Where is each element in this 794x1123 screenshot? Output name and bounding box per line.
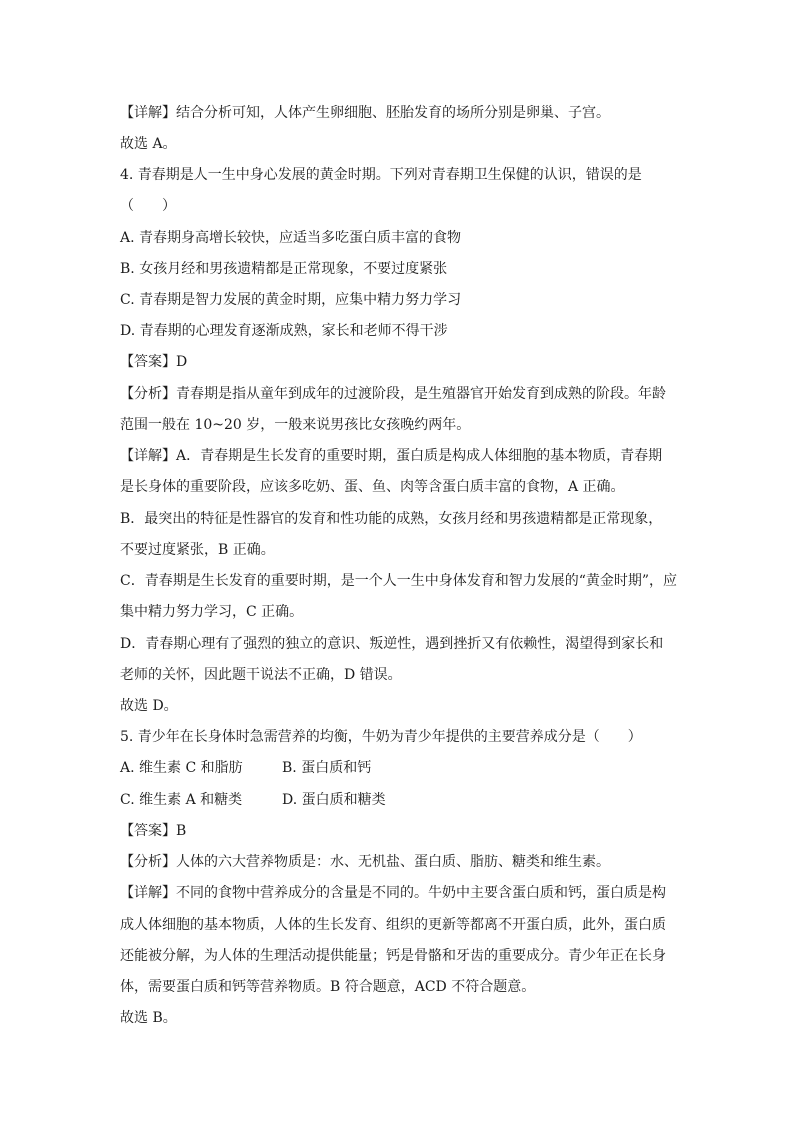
question-4-detail-a-cont: 是长身体的重要阶段，应该多吃奶、蛋、鱼、肉等含蛋白质丰富的食物，A 正确。 bbox=[120, 479, 625, 495]
question-5-detail-cont-3: 体，需要蛋白质和钙等营养物质。B 符合题意，ACD 不符合题意。 bbox=[120, 979, 536, 995]
question-5-detail-cont-2: 还能被分解，为人体的生理活动提供能量；钙是骨骼和牙齿的重要成分。青少年正在长身 bbox=[120, 948, 666, 964]
question-5-final-choice: 故选 B。 bbox=[120, 1010, 177, 1026]
question-4-option-b: B. 女孩月经和男孩遗精都是正常现象，不要过度紧张 bbox=[120, 261, 448, 277]
question-4-detail-d: D．青春期心理有了强烈的独立的意识、叛逆性，遇到挫折又有依赖性，渴望得到家长和 bbox=[120, 636, 664, 652]
question-5-option-b: B. 蛋白质和钙 bbox=[282, 760, 372, 776]
question-4-final-choice: 故选 D。 bbox=[120, 698, 178, 714]
question-4-option-c: C. 青春期是智力发展的黄金时期，应集中精力努力学习 bbox=[120, 292, 462, 308]
question-4-detail-a: 【详解】A．青春期是生长发育的重要时期，蛋白质是构成人体细胞的基本物质，青春期 bbox=[120, 448, 663, 464]
explanation-line: 【详解】结合分析可知，人体产生卵细胞、胚胎发育的场所分别是卵巢、子宫。 bbox=[120, 105, 610, 121]
question-5-analysis: 【分析】人体的六大营养物质是：水、无机盐、蛋白质、脂肪、糖类和维生素。 bbox=[120, 854, 610, 870]
question-5-option-c: C. 维生素 A 和糖类 bbox=[120, 792, 243, 808]
question-5-detail-cont-1: 成人体细胞的基本物质，人体的生长发育、组织的更新等都离不开蛋白质，此外，蛋白质 bbox=[120, 917, 666, 933]
question-4-answer: 【答案】D bbox=[120, 354, 188, 370]
question-5-stem: 5. 青少年在长身体时急需营养的均衡，牛奶为青少年提供的主要营养成分是（ ） bbox=[120, 729, 642, 745]
question-4-detail-c: C．青春期是生长发育的重要时期，是一个人一生中身体发育和智力发展的“黄金时期”，应 bbox=[120, 573, 678, 589]
question-4-analysis-cont: 范围一般在 10~20 岁，一般来说男孩比女孩晚约两年。 bbox=[120, 417, 471, 433]
question-5-option-a: A. 维生素 C 和脂肪 bbox=[120, 760, 243, 776]
question-4-option-d: D. 青春期的心理发育逐渐成熟，家长和老师不得干涉 bbox=[120, 323, 448, 339]
question-5-option-d: D. 蛋白质和糖类 bbox=[282, 792, 386, 808]
answer-choice-line: 故选 A。 bbox=[120, 136, 177, 152]
question-4-blank: （ ） bbox=[120, 198, 176, 214]
question-4-detail-d-cont: 老师的关怀，因此题干说法不正确，D 错误。 bbox=[120, 667, 402, 683]
question-4-option-a: A. 青春期身高增长较快，应适当多吃蛋白质丰富的食物 bbox=[120, 230, 462, 246]
question-4-stem: 4. 青春期是人一生中身心发展的黄金时期。下列对青春期卫生保健的认识，错误的是 bbox=[120, 167, 642, 183]
question-4-detail-b: B．最突出的特征是性器官的发育和性功能的成熟，女孩月经和男孩遗精都是正常现象， bbox=[120, 511, 663, 527]
question-4-detail-c-cont: 集中精力努力学习，C 正确。 bbox=[120, 604, 304, 620]
question-4-detail-b-cont: 不要过度紧张，B 正确。 bbox=[120, 542, 275, 558]
question-4-analysis: 【分析】青春期是指从童年到成年的过渡阶段，是生殖器官开始发育到成熟的阶段。年龄 bbox=[120, 386, 666, 402]
question-5-answer: 【答案】B bbox=[120, 823, 187, 839]
question-5-detail: 【详解】不同的食物中营养成分的含量是不同的。牛奶中主要含蛋白质和钙，蛋白质是构 bbox=[120, 885, 666, 901]
